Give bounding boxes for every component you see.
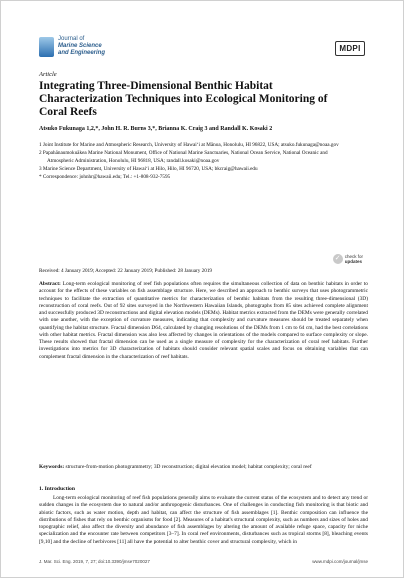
journal-logo xyxy=(39,36,105,57)
footer-url[interactable]: www.mdpi.com/journal/jmse xyxy=(312,559,368,564)
check-updates-line2: updates xyxy=(344,259,362,264)
check-updates-icon: ✓ xyxy=(333,254,343,264)
keywords-label: Keywords: xyxy=(39,464,65,470)
journal-name xyxy=(58,36,105,57)
correspondence: * Correspondence: johnhr@hawaii.edu; Tel.: +1-808-932-7595 xyxy=(39,174,171,181)
abstract xyxy=(39,281,368,361)
check-for-updates-badge[interactable] xyxy=(333,254,363,264)
keywords xyxy=(39,464,368,471)
article-type: Article xyxy=(39,71,57,78)
footer-citation: J. Mar. Sci. Eng. 2019, 7, 27; doi:10.3390/jmse7020027 xyxy=(39,559,150,564)
affiliation-2: 2 Papahānaumokuākea Marine National Monument, Office of National Marine Sanctuaries, National Ocean Service, National Oceanic and Atmospheric Administration, Honolulu, HI 96818, USA; randall.kosaki@noaa.gov xyxy=(39,150,328,164)
page-footer xyxy=(39,559,368,564)
publication-dates: Received: 4 January 2019; Accepted: 22 January 2019; Published: 28 January 2019 xyxy=(39,268,213,274)
journal-name-line3: and Engineering xyxy=(58,50,106,56)
journal-icon xyxy=(39,37,54,57)
affiliation-1: 1 Joint Institute for Marine and Atmospheric Research, University of Hawaiʻi at Mānoa, Honolulu, HI 96822, USA; atsuko.fukunaga@noaa.gov xyxy=(39,142,339,148)
journal-name-line2: Marine Science xyxy=(58,43,102,49)
paper-title: Integrating Three-Dimensional Benthic Habitat Characterization Techniques into Ecological Monitoring of Coral Reefs xyxy=(39,80,328,118)
author-list[interactable]: Atsuko Fukunaga 1,2,*, John H. R. Burns 3,*, Brianna K. Craig 3 and Randall K. Kosaki 2 xyxy=(39,126,273,132)
abstract-text: Long-term ecological monitoring of reef fish populations often requires the simultaneous collection of data on benthic habitats in order to account for the effects of these variables on fish assemblage structure. Here, we described an approach to benthic surveys that uses photogrammetric techniques to facilitate the extraction of quantitative metrics for characterization of benthic habitats from the resulting three-dimensional (3D) reconstruction of coral reefs. Out of 92 sites surveyed in the Northwestern Hawaiian Islands, photographs from 85 sites achieved complete alignment and successfully produced 3D reconstructions and digital elevation models (DEMs). Habitat metrics extracted from the DEMs were generally correlated with one another, with the exception of curvature measures, indicating that complexity and curvature measures should be treated separately when quantifying the habitat structure. Fractal dimension D64, calculated by changing resolutions of the DEMs from 1 cm to 64 cm, had the best correlations with other habitat metrics. Fractal dimension was also less affected by changes in orientations of the models compared to surface complexity or slope. These results showed that fractal dimension can be used as a single measure of complexity for the characterization of coral reef habitats. Further investigations into metrics for 3D characterization of habitats should consider relevant spatial scales and focus on obtaining variables that can complement fractal dimension in the characterization of reef habitats. xyxy=(39,281,368,360)
check-updates-line1: check for xyxy=(344,254,363,259)
introduction-paragraph: Long-term ecological monitoring of reef fish populations generally aims to evaluate the current status of the ecosystem and to detect any trend or sudden changes in the ecosystem due to natural and/or anthropogenic disturbances. One of challenges in conducting fish monitoring is that biotic and abiotic factors, such as water motion, depth and habitat, can affect the structure of fish assemblages [1]. Benthic composition can influence the distributions of fishes that rely on benthic organisms for food [2]. Measures of a habitat's structural complexity, such as numbers and sizes of holes and topographic relief, also affect the diversity and abundance of fish assemblages by altering the amount of available refuge space, capacity for niche specialization and the encounter rate between competitors [3–7]. In coral reef environments, disturbances such as tropical storms [8], bleaching events [9,10] and the decline of herbivores [11] all have the potential to alter benthic cover and structural complexity, which in xyxy=(39,495,368,545)
affiliation-3: 3 Marine Science Department, University of Hawaiʻi at Hilo, Hilo, HI 96720, USA; bkcraig@hawaii.edu xyxy=(39,165,258,172)
publisher-logo: MDPI xyxy=(335,41,365,56)
section-heading: 1. Introduction xyxy=(39,486,75,492)
keywords-text: structure-from-motion photogrammetry; 3D reconstruction; digital elevation model; habitat complexity; coral reef xyxy=(65,464,312,470)
affiliations xyxy=(39,142,339,183)
journal-name-line1: Journal of xyxy=(58,36,85,42)
abstract-label: Abstract: xyxy=(39,281,61,287)
